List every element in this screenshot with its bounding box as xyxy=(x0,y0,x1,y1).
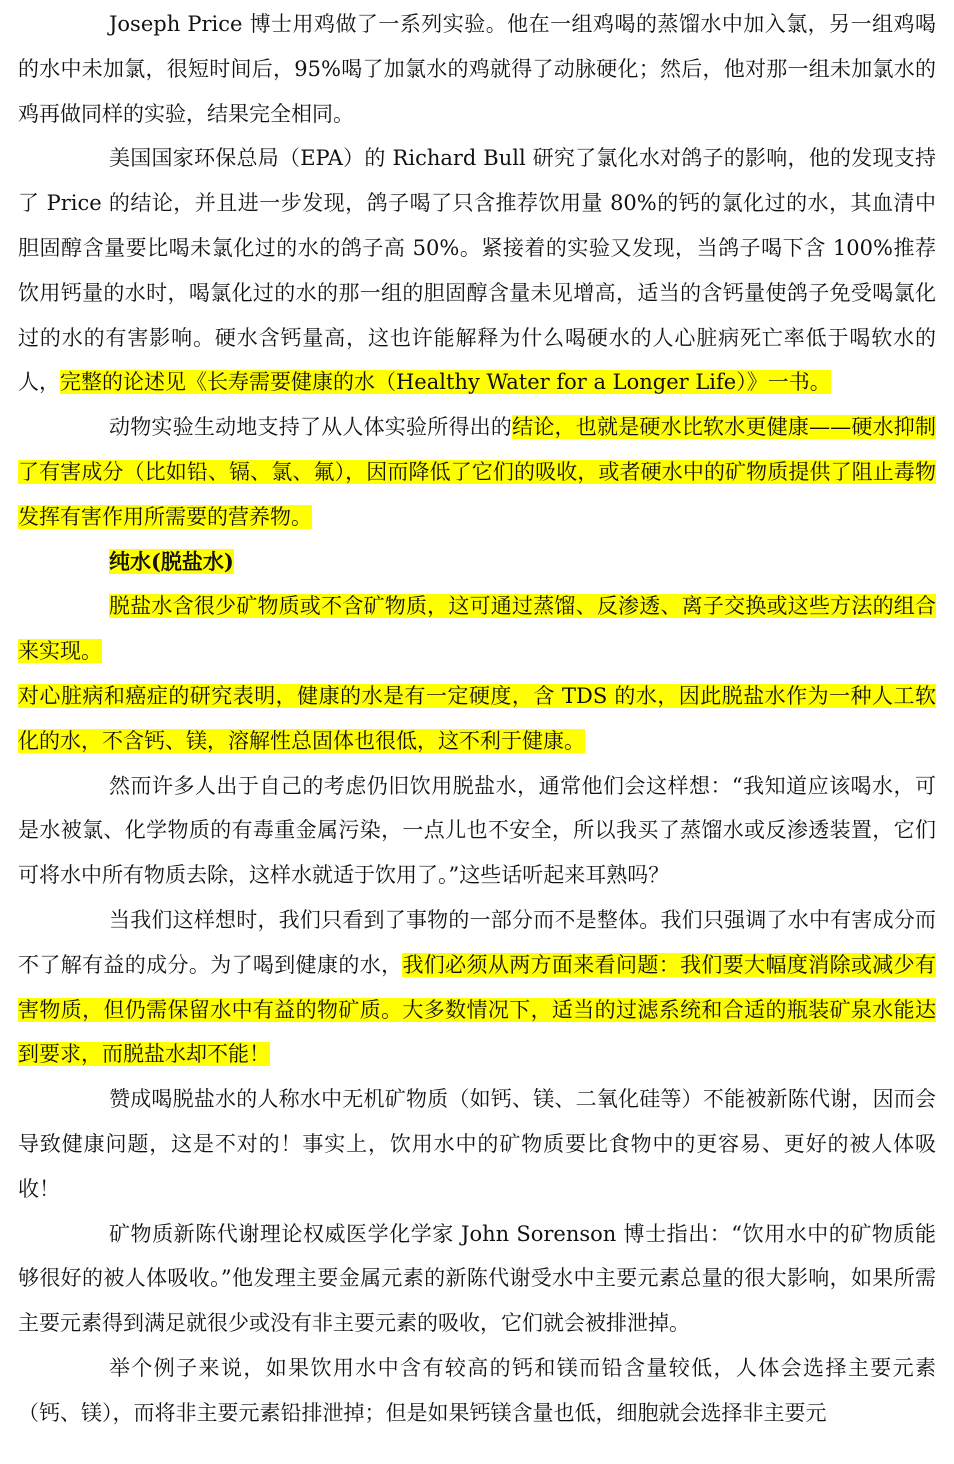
highlighted-heading-text: 纯水(脱盐水) xyxy=(109,548,234,574)
highlighted-text: 脱盐水含很少矿物质或不含矿物质，这可通过蒸馏、反渗透、离子交换或这些方法的组合来实现。 xyxy=(18,594,936,664)
highlighted-text: 完整的论述见《长寿需要健康的水（Healthy Water for a Longer Life）》一书。 xyxy=(60,370,831,395)
highlighted-text: 对心脏病和癌症的研究表明，健康的水是有一定硬度，含 TDS 的水，因此脱盐水作为一种人工软化的水，不含钙、镁，溶解性总固体也很低，这不利于健康。 xyxy=(18,683,936,753)
paragraph-sorenson-quote xyxy=(18,1212,936,1346)
text-segment: 当我们这样想时，我们只看到了事物的一部分而不是整体。我们只强调了水中有害成分而不了解有益的成分。为了喝到健康的水， xyxy=(18,907,936,977)
text-segment: 赞成喝脱盐水的人称水中无机矿物质（如钙、镁、二氧化硅等）不能被新陈代谢，因而会导致健康问题，这是不对的！事实上，饮用水中的矿物质要比食物中的更容易、更好的被人体吸收！ xyxy=(18,1087,936,1201)
document-page xyxy=(18,0,936,1436)
paragraph-chicken-experiment xyxy=(18,2,936,136)
section-heading-pure-water xyxy=(18,540,936,585)
text-segment: 美国国家环保总局（EPA）的 Richard Bull 研究了氯化水对鸽子的影响，他的发现支持了 Price 的结论，并且进一步发现，鸽子喝了只含推荐饮用量 80%的钙的氯化过的水，其血清中胆固醇含量要比喝未氯化过的水的鸽子高 50%。紧接着的实验又发现，当鸽子喝下含 100%推荐饮用钙量的水时，喝氯化过的水的那一组的胆固醇含量未见增高，适当的含钙量使鸽子免受喝氯化过的水的有害影响。硬水含钙量高，这也许能解释为什么喝硬水的人心脏病死亡率低于喝软水的人， xyxy=(18,146,936,395)
text-segment: 动物实验生动地支持了从人体实验所得出的 xyxy=(109,415,513,440)
text-segment: 矿物质新陈代谢理论权威医学化学家 John Sorenson 博士指出：“饮用水中的矿物质能够很好的被人体吸收。”他发理主要金属元素的新陈代谢受水中主要元素总量的很大影响，如果所需主要元素得到满足就很少或没有非主要元素的吸收，它们就会被排泄掉。 xyxy=(18,1221,936,1336)
paragraph-example xyxy=(18,1346,936,1436)
text-segment: Joseph Price 博士用鸡做了一系列实验。他在一组鸡喝的蒸馏水中加入氯，另一组鸡喝的水中未加氯，很短时间后，95%喝了加氯水的鸡就得了动脉硬化；然后，他对那一组未加氯水的鸡再做同样的实验，结果完全相同。 xyxy=(18,12,936,126)
text-segment: 举个例子来说，如果饮用水中含有较高的钙和镁而铅含量较低，人体会选择主要元素（钙、镁），而将非主要元素铅排泄掉；但是如果钙镁含量也低，细胞就会选择非主要元 xyxy=(18,1355,936,1425)
paragraph-two-aspects xyxy=(18,898,936,1077)
highlighted-text: 结论，也就是硬水比软水更健康——硬水抑制了有害成分（比如铅、镉、氯、氟），因而降低了它们的吸收，或者硬水中的矿物质提供了阻止毒物发挥有害作用所需要的营养物。 xyxy=(18,415,936,529)
paragraph-people-still-drink xyxy=(18,764,936,898)
paragraph-animal-experiment-conclusion xyxy=(18,405,936,539)
paragraph-heart-cancer-research xyxy=(18,674,936,764)
paragraph-desalinated-water-definition xyxy=(18,584,936,674)
text-segment: 然而许多人出于自己的考虑仍旧饮用脱盐水，通常他们会这样想：“我知道应该喝水，可是水被氯、化学物质的有毒重金属污染，一点儿也不安全，所以我买了蒸馏水或反渗透装置，它们可将水中所有物质去除，这样水就适于饮用了。”这些话听起来耳熟吗？ xyxy=(18,773,936,888)
paragraph-pigeon-experiment xyxy=(18,136,936,405)
highlighted-text: 我们必须从两方面来看问题：我们要大幅度消除或减少有害物质，但仍需保留水中有益的物矿质。大多数情况下，适当的过滤系统和合适的瓶装矿泉水能达到要求，而脱盐水却不能！ xyxy=(18,952,937,1067)
paragraph-minerals-absorption xyxy=(18,1077,936,1211)
